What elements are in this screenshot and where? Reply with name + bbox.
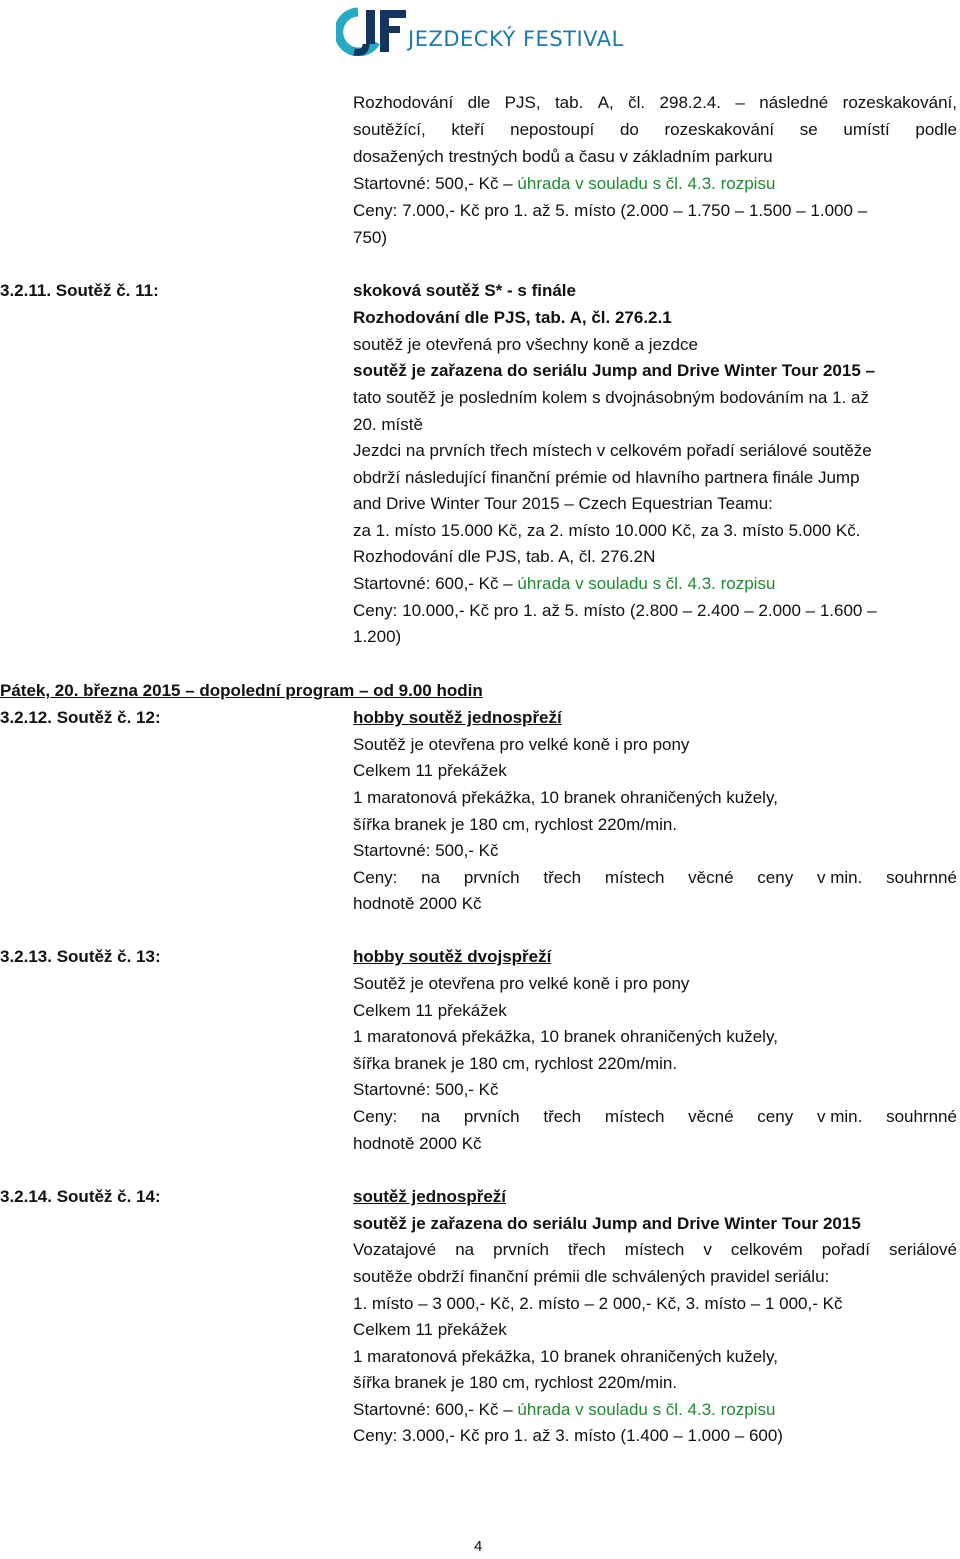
word: kteří xyxy=(451,120,485,139)
word: čl. xyxy=(628,93,646,112)
section-12-title: hobby soutěž jednospřeží xyxy=(353,708,562,727)
section-12-prizes-2: hodnotě 2000 Kč xyxy=(353,894,482,913)
word: pořadí xyxy=(821,1240,870,1259)
section-11-rule: Rozhodování dle PJS, tab. A, čl. 276.2.1 xyxy=(353,308,672,327)
section-12-marathon: 1 maratonová překážka, 10 branek ohraničených kužely, xyxy=(353,788,778,807)
word: Ceny: xyxy=(353,1107,398,1126)
word: souhrnné xyxy=(886,1107,957,1126)
word: v xyxy=(703,1240,712,1259)
word: 298.2.4. xyxy=(659,93,721,112)
word: na xyxy=(455,1240,475,1259)
word: následné xyxy=(759,93,829,112)
section-12-label: 3.2.12. Soutěž č. 12: xyxy=(0,708,161,727)
top-line-1 xyxy=(353,89,957,116)
section-13-open: Soutěž je otevřena pro velké koně i pro pony xyxy=(353,974,690,993)
word: v min. xyxy=(816,1107,863,1126)
section-11-label: 3.2.11. Soutěž č. 11: xyxy=(0,281,159,300)
word: místech xyxy=(604,1107,665,1126)
section-14-series: soutěž je zařazena do seriálu Jump and Drive Winter Tour 2015 xyxy=(353,1214,861,1233)
word: umístí xyxy=(843,120,890,139)
word: Vozatajové xyxy=(353,1240,437,1259)
section-11-last-round-2: 20. místě xyxy=(353,415,423,434)
section-14-drivers-2: soutěže obdrží finanční prémii dle schválených pravidel seriálu: xyxy=(353,1267,830,1286)
section-14-title: soutěž jednospřeží xyxy=(353,1187,507,1206)
word: ceny xyxy=(757,1107,794,1126)
word: na xyxy=(421,1107,441,1126)
word: v min. xyxy=(816,868,863,887)
section-14-bonus: 1. místo – 3 000,- Kč, 2. místo – 2 000,- Kč, 3. místo – 1 000,- Kč xyxy=(353,1294,843,1313)
section-11-last-round: tato soutěž je posledním kolem s dvojnásobným bodováním na 1. až xyxy=(353,388,869,407)
section-11-bonus: za 1. místo 15.000 Kč, za 2. místo 10.000 Kč, za 3. místo 5.000 Kč. xyxy=(353,521,861,540)
word: tab. xyxy=(554,93,584,112)
word: Ceny: xyxy=(353,868,398,887)
section-13-marathon: 1 maratonová překážka, 10 branek ohraničených kužely, xyxy=(353,1027,778,1046)
top-fee-line xyxy=(353,170,775,197)
section-11-fee-note: úhrada v souladu s čl. 4.3. rozpisu xyxy=(517,574,776,593)
section-11-riders-3: and Drive Winter Tour 2015 – Czech Equestrian Teamu: xyxy=(353,494,773,513)
word: dle xyxy=(467,93,491,112)
word: místech xyxy=(624,1240,685,1259)
section-14-fee xyxy=(353,1396,775,1423)
top-fee-text: Startovné: 500,- Kč – xyxy=(353,174,518,193)
word: soutěžící, xyxy=(353,120,426,139)
word: věcné xyxy=(688,1107,734,1126)
word: na xyxy=(421,868,441,887)
section-12-fee: Startovné: 500,- Kč xyxy=(353,841,499,860)
word: místech xyxy=(604,868,665,887)
section-13-width: šířka branek je 180 cm, rychlost 220m/min. xyxy=(353,1054,678,1073)
word: rozeskakování xyxy=(664,120,775,139)
section-11-rule-2: Rozhodování dle PJS, tab. A, čl. 276.2N xyxy=(353,547,656,566)
top-line-2 xyxy=(353,116,957,143)
top-line-3: dosažených trestných bodů a času v základním parkuru xyxy=(353,147,773,166)
section-14-fee-note: úhrada v souladu s čl. 4.3. rozpisu xyxy=(517,1400,776,1419)
word: PJS, xyxy=(504,93,541,112)
section-13-obstacles: Celkem 11 překážek xyxy=(353,1001,507,1020)
word: prvních xyxy=(463,1107,520,1126)
word: věcné xyxy=(688,868,734,887)
word: seriálové xyxy=(888,1240,957,1259)
section-11-prizes: Ceny: 10.000,- Kč pro 1. až 5. místo (2.800 – 2.400 – 2.000 – 1.600 – xyxy=(353,601,877,620)
word: prvních xyxy=(493,1240,549,1259)
section-11-riders-1: Jezdci na prvních třech místech v celkovém pořadí seriálové soutěže xyxy=(353,441,872,460)
word: – xyxy=(735,93,745,112)
section-13-prizes-2: hodnotě 2000 Kč xyxy=(353,1134,482,1153)
page-number: 4 xyxy=(474,1538,483,1555)
section-13-title: hobby soutěž dvojspřeží xyxy=(353,947,552,966)
word: třech xyxy=(543,1107,582,1126)
day-heading: Pátek, 20. března 2015 – dopolední program – od 9.00 hodin xyxy=(0,681,483,700)
section-13-label: 3.2.13. Soutěž č. 13: xyxy=(0,947,161,966)
section-11-fee-text: Startovné: 600,- Kč – xyxy=(353,574,518,593)
section-14-width: šířka branek je 180 cm, rychlost 220m/min. xyxy=(353,1373,678,1392)
word: se xyxy=(799,120,818,139)
section-14-label: 3.2.14. Soutěž č. 14: xyxy=(0,1187,161,1206)
top-fee-note: úhrada v souladu s čl. 4.3. rozpisu xyxy=(517,174,776,193)
logo-mark-icon xyxy=(336,6,408,56)
section-11-prizes-2: 1.200) xyxy=(353,627,402,646)
section-12-obstacles: Celkem 11 překážek xyxy=(353,761,507,780)
section-11-riders-2: obdrží následující finanční prémie od hlavního partnera finále Jump xyxy=(353,468,860,487)
word: třech xyxy=(567,1240,606,1259)
word: Rozhodování xyxy=(353,93,454,112)
word: A, xyxy=(597,93,614,112)
section-12-open: Soutěž je otevřena pro velké koně i pro pony xyxy=(353,735,690,754)
top-prizes-line: Ceny: 7.000,- Kč pro 1. až 5. místo (2.000 – 1.750 – 1.500 – 1.000 – xyxy=(353,201,868,220)
section-11-fee xyxy=(353,570,775,597)
top-prizes-line-2: 750) xyxy=(353,228,388,247)
section-14-obstacles: Celkem 11 překážek xyxy=(353,1320,507,1339)
logo-text: JEZDECKÝ FESTIVAL xyxy=(408,27,624,51)
section-14-drivers-1 xyxy=(353,1236,957,1263)
section-13-prizes xyxy=(353,1103,957,1130)
word: rozeskakování, xyxy=(842,93,957,112)
section-12-width: šířka branek je 180 cm, rychlost 220m/min. xyxy=(353,815,678,834)
word: prvních xyxy=(463,868,520,887)
section-11-title: skoková soutěž S* - s finále xyxy=(353,281,576,300)
word: nepostoupí xyxy=(510,120,595,139)
section-11-series: soutěž je zařazena do seriálu Jump and Drive Winter Tour 2015 – xyxy=(353,361,875,380)
word: do xyxy=(619,120,639,139)
section-11-open: soutěž je otevřená pro všechny koně a jezdce xyxy=(353,335,698,354)
word: ceny xyxy=(757,868,794,887)
section-14-prizes: Ceny: 3.000,- Kč pro 1. až 3. místo (1.400 – 1.000 – 600) xyxy=(353,1426,783,1445)
section-14-marathon: 1 maratonová překážka, 10 branek ohraničených kužely, xyxy=(353,1347,778,1366)
section-12-prizes xyxy=(353,864,957,891)
word: třech xyxy=(543,868,582,887)
word: celkovém xyxy=(730,1240,803,1259)
word: souhrnné xyxy=(886,868,957,887)
section-14-fee-text: Startovné: 600,- Kč – xyxy=(353,1400,518,1419)
section-13-fee: Startovné: 500,- Kč xyxy=(353,1080,499,1099)
word: podle xyxy=(915,120,957,139)
